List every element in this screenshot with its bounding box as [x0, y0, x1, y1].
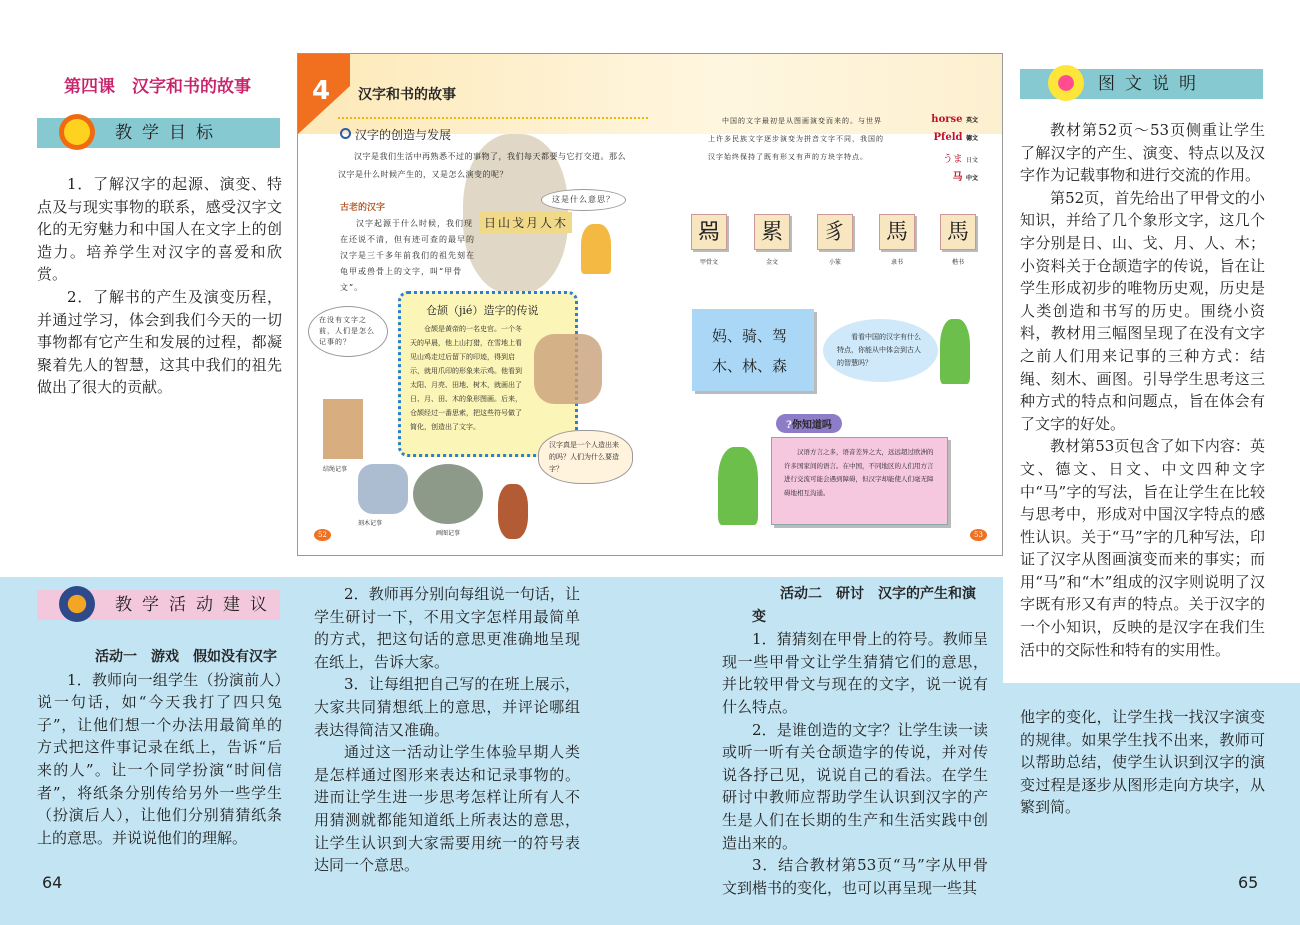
right-intro: 中国的文字最初是从图画演变而来的。与世界上许多民族文字逐步演变为拼音文字不同，我国的汉字始终保持了既有形又有声的方块字特点。	[708, 117, 884, 161]
page-number-right: 65	[1238, 873, 1259, 892]
question-icon: ?	[786, 420, 792, 431]
horse-de	[908, 132, 978, 150]
sun-icon	[59, 114, 95, 150]
glyph-clerical: 馬	[879, 214, 915, 250]
word: 马	[952, 172, 963, 183]
question-bubble: 在没有文字之前，人们是怎么记事的？	[308, 306, 388, 357]
legend-text: 仓颉是黄帝的一名史官。一个冬天的早晨，他上山打猎，在雪地上看见山鸡走过后留下的印迹，得到启示，就用爪印的形象来示鸡。他看到太阳、月亮、田地、树木，就画出了日、月、田、木的象形图画。后来，仓颉经过一番思索，把这些符号做了简化，创造出了文字。	[410, 325, 522, 431]
glyph-oracle: 𤉡	[691, 214, 727, 250]
butterfly-icon	[1048, 65, 1084, 101]
girl-illustration	[581, 224, 611, 274]
activities-col3	[722, 583, 988, 899]
cangjie-illustration	[534, 334, 602, 404]
ancient-title: 古老的汉字	[340, 203, 386, 213]
glyph-label: 甲骨文	[699, 259, 718, 266]
goals-header	[37, 118, 280, 148]
explain-header	[1020, 69, 1263, 99]
activities-col2	[314, 583, 580, 877]
legend-title: 仓颉（jié）造字的传说	[426, 304, 539, 317]
activity1-summary: 通过这一活动让学生体验早期人类是怎样通过图形来表达和记录事物的。进而让学生进一步思考怎样让所有人不用猜测就都能知道纸上所表达的意思，让学生认识到大家需要用统一的符号表达同一个意思。	[314, 743, 580, 875]
activity2-title: 活动二 研讨 汉字的产生和演变	[752, 586, 976, 625]
lesson-title: 第四课 汉字和书的故事	[64, 77, 251, 97]
girl-speech-bubble: 这是什么意思？	[541, 189, 626, 211]
activity1-title: 活动一 游戏 假如没有汉字	[95, 649, 277, 665]
activity2-step3: 3．结合教材第53页“马”字从甲骨文到楷书的变化，也可以再呈现一些其	[722, 856, 988, 897]
activity1-step2: 2．教师再分别向每组说一句话，让学生研讨一下，不用文字怎样用最简单的方式，把这句话的意思更准确地呈现在纸上，告诉大家。	[314, 585, 580, 671]
activities-header	[37, 590, 280, 620]
page-number-left: 64	[42, 873, 63, 892]
cave-draw-illustration	[413, 464, 483, 524]
goals-heading: 教学目标	[115, 123, 223, 143]
glyph-label: 金文	[765, 259, 778, 266]
circle-icon	[340, 128, 351, 139]
glyph-bronze: 累	[754, 214, 790, 250]
explain-p2: 第52页，首先给出了甲骨文的小知识，并给了几个象形文字，这几个字分别是日、山、戈、月、人、木；小资料关于仓颉造字的传说，旨在让学生形成初步的唯物历史观，历史是人类创造和书写的历史。围绕小资料，教材用三幅图呈现了在没有文字之前人们用来记事的三种方式：结绳、刻木、画图。引导学生思考这三种方式的特点和问题点，旨在体会有了文字的好处。	[1020, 188, 1265, 433]
activities-col4	[1020, 706, 1265, 819]
boy-illustration-bottom	[718, 447, 758, 525]
section-title-text: 汉字的创造与发展	[355, 128, 452, 142]
pictograph-strip: 日山戈月人木	[480, 212, 572, 233]
intro-text: 汉字是我们生活中再熟悉不过的事物了，我们每天都要与它打交道。那么汉字是什么时候产生的，又是怎么演变的呢？	[338, 152, 626, 179]
section-title	[340, 126, 451, 143]
lang: 日文	[965, 157, 978, 164]
thinking-boy-illustration	[498, 484, 528, 539]
horse-en	[908, 114, 978, 132]
ancient-text: 汉字起源于什么时候，我们现在还说不清，但有迹可查的最早的汉字是三千多年前我们的祖先刻在龟甲或兽骨上的文字，叫“甲骨文”。	[340, 219, 475, 292]
chars-horse: 妈、骑、驾	[712, 327, 788, 345]
horse-zh	[908, 168, 978, 186]
glyph-seal: 豸	[817, 214, 853, 250]
glyph-label: 隶书	[890, 259, 903, 266]
textbook-spread-image	[297, 53, 1003, 556]
glyph-label: 楷书	[951, 259, 964, 266]
activity1-step1: 1．教师向一组学生（扮演前人）说一句话，如“今天我打了四只兔子”，让他们想一个办法用最简单的方式把这件事记录在纸上，告诉“后来的人”。让一个同学扮演“时间信者”，将纸条分别传给另外一些学生（扮演后人），让他们分别猜猜纸条上的意思。并说说他们的理解。	[37, 670, 282, 847]
activity1-step3: 3．让每组把自己写的在班上展示，大家共同猜想纸上的意思，并评论哪组表达得简洁又准确。	[314, 675, 580, 739]
goal-2: 2．了解书的产生及演变历程，并通过学习，体会到我们今天的一切事物都有它产生和发展的过程，都凝聚着先人的智慧，这其中我们的祖先做出了很大的贡献。	[37, 287, 282, 397]
know-box: 汉语方言之多，语音差异之大，远远超过欧洲的许多国家间的语言。在中国，不同地区的人们用方言进行交流可能会遇到障碍，但汉字却能使人们毫无障碍地相互沟通。	[771, 437, 948, 525]
knot-record-illustration	[323, 399, 363, 459]
activity2-continued: 他字的变化，让学生找一找汉字演变的规律。如果学生找不出来，教师可以帮助总结，使学生认识到汉字的演变过程是逐步从图形走向方块字，从繁到简。	[1020, 708, 1265, 817]
page-badge-right: 53	[970, 529, 987, 541]
goals-text	[37, 173, 282, 399]
label-knot: 结绳记事	[323, 466, 348, 473]
know-badge	[776, 414, 842, 433]
boy-speech-bubble: 汉字真是一个人造出来的吗？人们为什么要造字？	[538, 430, 633, 484]
page-badge-left: 52	[314, 529, 331, 541]
activities-heading: 教学活动建议	[115, 595, 277, 615]
boy-illustration-top	[940, 319, 970, 384]
lang: 德文	[965, 135, 978, 142]
label-draw: 画图记事	[436, 530, 461, 537]
right-speech-bubble: 看看中国的汉字有什么特点，你能从中体会到古人的智慧吗？	[823, 319, 938, 382]
word: Pfeld	[933, 132, 963, 143]
activity2-step2: 2．是谁创造的文字？让学生读一读或听一听有关仓颉造字的传说，并对传说各抒己见，说说自己的看法。在学生研讨中教师应帮助学生认识到汉字的产生是人们在长期的生产和生活实践中创造出来的。	[722, 720, 988, 852]
glyph-label: 小篆	[828, 259, 841, 266]
lang: 中文	[965, 175, 978, 182]
compass-icon	[59, 586, 95, 622]
glyph-regular: 馬	[940, 214, 976, 250]
explain-heading: 图文说明	[1098, 74, 1206, 94]
word: horse	[931, 114, 963, 125]
label-carve: 刻木记事	[358, 520, 383, 527]
dotted-rule	[338, 117, 648, 119]
horse-words	[908, 114, 978, 186]
chars-wood: 木、林、森	[712, 357, 788, 375]
carve-wood-illustration	[358, 464, 408, 514]
lang: 英文	[965, 117, 978, 124]
textbook-title: 汉字和书的故事	[358, 87, 456, 103]
horse-ja	[908, 150, 978, 168]
lesson-number: 4	[312, 76, 331, 106]
word: うま	[942, 154, 963, 165]
goal-1: 1．了解汉字的起源、演变、特点及与现实事物的联系，感受汉字文化的无穷魅力和中国人在文字上的创造力。培养学生对汉字的喜爱和欣赏。	[37, 175, 282, 284]
activity2-step1: 1．猜猜刻在甲骨上的符号。教师呈现一些甲骨文让学生猜猜它们的意思，并比较甲骨文与现在的文字，说一说有什么特点。	[722, 630, 988, 716]
explain-text	[1020, 119, 1265, 661]
know-title: 你知道吗	[791, 420, 832, 431]
explain-p3: 教材第53页包含了如下内容：英文、德文、日文、中文四种文字中“马”字的写法，旨在让学生在比较与思考中，形成对中国汉字特点的感性认识。关于“马”字的几种写法，印证了汉字从图画演变而来的事实；而用“马”和“木”组成的汉字则说明了汉字既有形又有声的特点。关于汉字的一个小知识，反映的是汉字在我们生活中的交际性和特有的实用性。	[1020, 437, 1265, 659]
activities-col1	[37, 646, 282, 849]
chars-box	[692, 309, 814, 391]
explain-p1: 教材第52页～53页侧重让学生了解汉字的产生、演变、特点以及汉字作为记载事物和进行交流的作用。	[1020, 121, 1265, 185]
